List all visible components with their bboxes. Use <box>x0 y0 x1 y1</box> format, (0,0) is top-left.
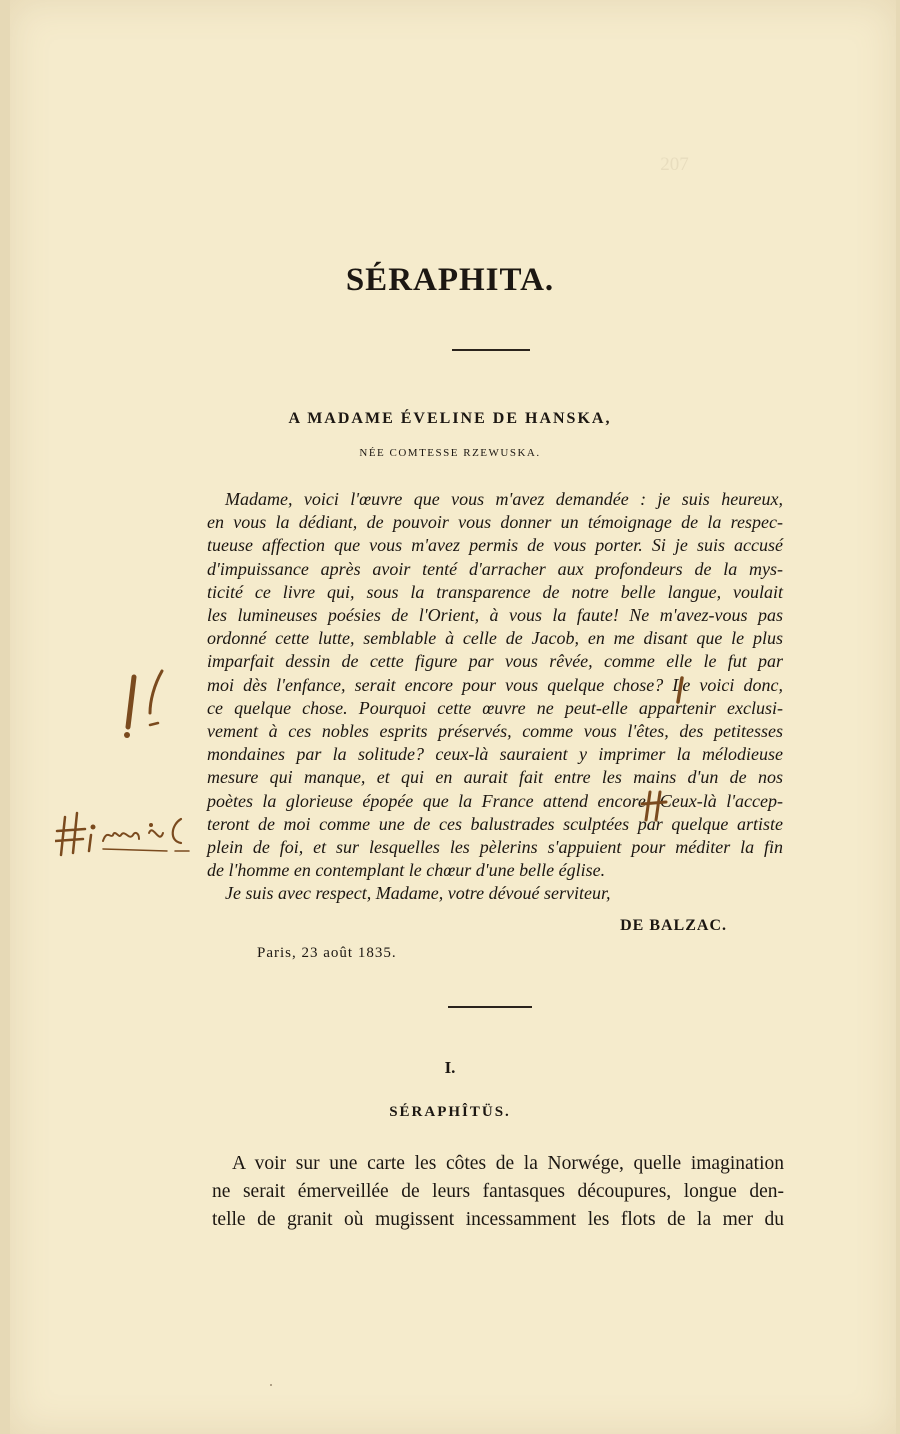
letter-line: ticité ce livre qui, sous la transparence de notre belle langue, voulait <box>207 581 783 602</box>
dedication-subheading: NÉE COMTESSE RZEWUSKA. <box>359 447 541 459</box>
margin-annotation-word <box>55 805 200 865</box>
letter-line: teront de moi comme une de ces balustrades sculptées par quelque artiste <box>207 813 783 834</box>
dedication-letter <box>207 488 783 906</box>
inline-correction-mark <box>673 676 687 704</box>
letter-line: poètes la glorieuse épopée que la France attend encore. Ceux-là l'accep- <box>207 790 783 811</box>
dedication-heading: A MADAME ÉVELINE DE HANSKA, <box>288 410 612 427</box>
chapter-body <box>212 1150 784 1234</box>
letter-line: Madame, voici l'œuvre que vous m'avez demandée : je suis heureux, <box>225 489 783 509</box>
chapter-number: I. <box>444 1058 456 1077</box>
body-line: ne serait émerveillée de leurs fantasques découpures, longue den- <box>212 1181 784 1202</box>
letter-line: de l'homme en contemplant le chœur d'une belle église. <box>207 860 606 881</box>
place-date: Paris, 23 août 1835. <box>257 945 397 961</box>
letter-line: mesure qui manque, et qui en aurait fait entre les mains d'un de nos <box>207 767 783 788</box>
letter-line: ordonné cette lutte, semblable à celle de Jacob, en me disant que le plus <box>207 628 783 649</box>
inline-correction-mark <box>640 788 670 824</box>
letter-line: vement à ces nobles esprits préservés, comme vous l'êtes, des petitesses <box>207 721 783 742</box>
letter-line: mondaines par la solitude? ceux-là sauraient y imprimer la mélodieuse <box>207 744 783 765</box>
signature: DE BALZAC. <box>620 917 727 934</box>
title-divider <box>452 349 530 351</box>
letter-line: d'impuissance après avoir tenté d'arracher aux profondeurs de la mys- <box>207 558 783 579</box>
margin-annotation-mark <box>110 665 180 745</box>
body-line: telle de granit où mugissent incessamment les flots de la mer du <box>212 1209 784 1230</box>
letter-closing: Je suis avec respect, Madame, votre dévoué serviteur, <box>225 883 611 904</box>
book-title: SÉRAPHITA. <box>345 262 555 298</box>
letter-line: les lumineuses poésies de l'Orient, à vous la faute! Ne m'avez-vous pas <box>207 605 783 626</box>
letter-line: tueuse affection que vous m'avez permis de vous porter. Si je suis accusé <box>207 535 783 556</box>
body-line: A voir sur une carte les côtes de la Norwége, quelle imagination <box>232 1153 784 1174</box>
letter-line: imparfait dessin de cette figure par vous rêvée, comme elle le fut par <box>207 651 783 672</box>
letter-line: en vous la dédiant, de pouvoir vous donner un témoignage de la respec- <box>207 512 783 533</box>
letter-line: moi dès l'enfance, serait encore pour vous quelque chose? Le voici donc, <box>207 674 783 695</box>
letter-line: plein de foi, et sur lesquelles les pèlerins s'appuient pour méditer la fin <box>207 837 783 858</box>
paper-speck <box>270 1384 272 1386</box>
chapter-title: SÉRAPHÎTÜS. <box>389 1104 511 1120</box>
section-divider <box>448 1006 532 1008</box>
letter-line: ce quelque chose. Pourquoi cette œuvre ne peut-elle appartenir exclusi- <box>207 697 783 718</box>
